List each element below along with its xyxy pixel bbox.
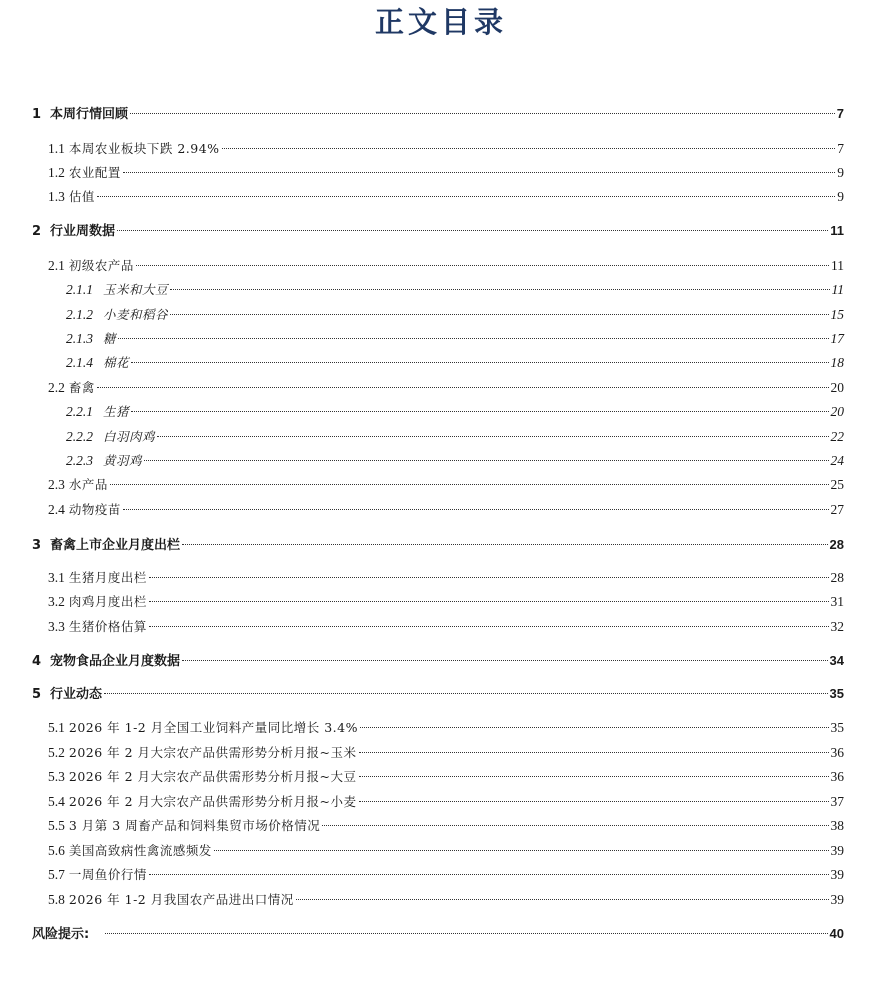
toc-entry-5-1[interactable]	[48, 718, 844, 738]
toc-entry-number: 2.1.1	[66, 282, 93, 297]
toc-entry-page: 36	[830, 769, 844, 784]
dot-leader	[182, 660, 827, 661]
toc-entry-page: 11	[831, 258, 844, 273]
toc-entry-number: 2.1.4	[66, 355, 93, 370]
toc-entry-2-2-2[interactable]	[66, 427, 844, 447]
toc-entry-label: 3 月第 3 周畜产品和饲料集贸市场价格情况	[68, 818, 321, 833]
toc-entry-label: 2026 年 2 月大宗农产品供需形势分析月报~小麦	[68, 794, 357, 809]
dot-leader	[118, 338, 828, 339]
dot-leader	[131, 362, 828, 363]
toc-entry-page: 32	[830, 619, 844, 634]
toc-entry-5-7[interactable]	[48, 865, 844, 885]
toc-entry-2-1[interactable]	[48, 256, 844, 276]
toc-entry-2-1-2[interactable]	[66, 305, 844, 325]
toc-entry-label: 糖	[103, 331, 117, 346]
dot-leader	[130, 113, 835, 114]
dot-leader	[360, 727, 829, 728]
toc-entry-label: 黄羽鸡	[103, 453, 143, 468]
toc-entry-page: 38	[830, 818, 844, 833]
toc-entry-2[interactable]	[32, 221, 844, 241]
toc-entry-page: 17	[830, 331, 844, 346]
toc-entry-number: 2.4	[48, 502, 65, 517]
dot-leader	[170, 314, 828, 315]
toc-entry-number: 2.2	[48, 380, 65, 395]
toc-entry-number: 3.1	[48, 570, 65, 585]
toc-entry-number: 5	[32, 687, 42, 702]
toc-entry-label: 2026 年 1-2 月我国农产品进出口情况	[68, 892, 294, 907]
toc-entry-number: 2.1.3	[66, 331, 93, 346]
toc-entry-label: 宠物食品企业月度数据	[50, 654, 181, 669]
toc-entry-label: 畜禽	[68, 380, 95, 395]
toc-entry-page: 22	[830, 429, 844, 444]
toc-entry-page: 27	[830, 502, 844, 517]
toc-entry-number: 3.2	[48, 594, 65, 609]
dot-leader	[222, 148, 836, 149]
dot-leader	[214, 850, 829, 851]
toc-entry-number: 4	[32, 654, 42, 669]
toc-entry-3[interactable]	[32, 535, 844, 555]
toc-entry-page: 37	[830, 794, 844, 809]
toc-entry-2-1-3[interactable]	[66, 329, 844, 349]
dot-leader	[144, 460, 828, 461]
toc-entry-number: 5.5	[48, 818, 65, 833]
toc-entry-label: 2026 年 2 月大宗农产品供需形势分析月报~大豆	[68, 769, 357, 784]
toc-entry-number: 3	[32, 538, 42, 553]
toc-entry-number: 2.1	[48, 258, 65, 273]
toc-entry-3-3[interactable]	[48, 617, 844, 637]
toc-entry-page: 7	[836, 106, 844, 121]
toc-entry-label: 美国高致病性禽流感频发	[68, 843, 212, 858]
toc-entry-number: 2.2.3	[66, 453, 93, 468]
toc-entry-label: 本周农业板块下跌 2.94%	[68, 141, 220, 156]
toc-entry-label: 本周行情回顾	[50, 107, 129, 122]
toc-entry-2-2[interactable]	[48, 378, 844, 398]
toc-entry-label: 生猪月度出栏	[68, 570, 147, 585]
toc-entry-label: 白羽肉鸡	[103, 429, 156, 444]
toc-entry-5-4[interactable]	[48, 792, 844, 812]
toc-entry-2-2-1[interactable]	[66, 402, 844, 422]
toc-entry-number: 3.3	[48, 619, 65, 634]
toc-entry-2-1-4[interactable]	[66, 353, 844, 373]
dot-leader	[97, 196, 835, 197]
toc-entry-1-3[interactable]	[48, 187, 844, 207]
toc-entry-number: 1	[32, 107, 42, 122]
toc-entry-1-2[interactable]	[48, 163, 844, 183]
toc-entry-5-3[interactable]	[48, 767, 844, 787]
toc-entry-number: 1.2	[48, 165, 65, 180]
dot-leader	[104, 693, 827, 694]
toc-entry-number: 5.4	[48, 794, 65, 809]
dot-leader	[149, 626, 829, 627]
toc-entry-label: 行业周数据	[50, 224, 116, 239]
toc-entry-page: 28	[830, 570, 844, 585]
toc-entry-risk[interactable]	[32, 924, 844, 944]
toc-entry-2-3[interactable]	[48, 475, 844, 495]
toc-entry-label: 畜禽上市企业月度出栏	[50, 538, 181, 553]
dot-leader	[149, 601, 829, 602]
toc-entry-number: 2	[32, 224, 42, 239]
toc-entry-page: 39	[830, 892, 844, 907]
dot-leader	[182, 544, 827, 545]
toc-entry-page: 9	[837, 165, 844, 180]
toc-entry-label: 生猪	[103, 404, 130, 419]
dot-leader	[123, 172, 835, 173]
toc-entry-number: 2.2.2	[66, 429, 93, 444]
toc-entry-page: 39	[830, 867, 844, 882]
toc-entry-2-2-3[interactable]	[66, 451, 844, 471]
toc-entry-number: 5.6	[48, 843, 65, 858]
toc-entry-page: 31	[830, 594, 844, 609]
toc-entry-5-2[interactable]	[48, 743, 844, 763]
toc-entry-label: 小麦和稻谷	[103, 307, 169, 322]
toc-entry-label: 风险提示:	[32, 927, 90, 942]
toc-entry-number: 5.8	[48, 892, 65, 907]
toc-entry-label: 初级农产品	[68, 258, 134, 273]
toc-entry-number: 2.3	[48, 477, 65, 492]
toc-entry-label: 肉鸡月度出栏	[68, 594, 147, 609]
dot-leader	[149, 577, 829, 578]
page-title: 正文目录	[374, 5, 507, 39]
toc-entry-3-1[interactable]	[48, 568, 844, 588]
toc-entry-page: 24	[830, 453, 844, 468]
toc-entry-label: 棉花	[103, 355, 130, 370]
dot-leader	[117, 230, 828, 231]
toc-entry-5-6[interactable]	[48, 841, 844, 861]
toc-entry-label: 2026 年 1-2 月全国工业饲料产量同比增长 3.4%	[68, 720, 358, 735]
dot-leader	[149, 874, 829, 875]
dot-leader	[97, 387, 829, 388]
toc-entry-number: 5.2	[48, 745, 65, 760]
toc-entry-1-1[interactable]	[48, 139, 844, 159]
dot-leader	[296, 899, 829, 900]
toc-entry-page: 34	[829, 653, 844, 668]
dot-leader	[123, 509, 829, 510]
toc-entry-label: 2026 年 2 月大宗农产品供需形势分析月报~玉米	[68, 745, 357, 760]
dot-leader	[131, 411, 828, 412]
toc-entry-label: 一周鱼价行情	[68, 867, 147, 882]
toc-entry-2-1-1[interactable]	[66, 280, 844, 300]
toc-entry-page: 20	[830, 380, 844, 395]
toc-entry-number: 2.1.2	[66, 307, 93, 322]
toc-entry-4[interactable]	[32, 651, 844, 671]
toc-entry-5-5[interactable]	[48, 816, 844, 836]
toc-entry-page: 11	[830, 223, 844, 238]
toc-entry-label: 估值	[68, 189, 95, 204]
toc-entry-label: 动物疫苗	[68, 502, 121, 517]
toc-entry-label: 农业配置	[68, 165, 121, 180]
toc-entry-page: 39	[830, 843, 844, 858]
toc-entry-page: 40	[829, 926, 844, 941]
toc-entry-label: 行业动态	[50, 687, 103, 702]
toc-entry-page: 25	[830, 477, 844, 492]
toc-entry-number: 5.7	[48, 867, 65, 882]
dot-leader	[359, 776, 829, 777]
toc-entry-1[interactable]	[32, 104, 844, 124]
toc-entry-number: 5.1	[48, 720, 65, 735]
toc-entry-page: 35	[829, 686, 844, 701]
toc-entry-page: 18	[830, 355, 844, 370]
toc-entry-page: 11	[831, 282, 844, 297]
toc-entry-label: 玉米和大豆	[103, 282, 169, 297]
toc-entry-label: 生猪价格估算	[68, 619, 147, 634]
toc-entry-page: 20	[830, 404, 844, 419]
toc-entry-number: 5.3	[48, 769, 65, 784]
toc-entry-5[interactable]	[32, 684, 844, 704]
toc-entry-page: 36	[830, 745, 844, 760]
toc-entry-5-8[interactable]	[48, 890, 844, 910]
dot-leader	[322, 825, 828, 826]
toc-entry-number: 1.1	[48, 141, 65, 156]
toc-entry-page: 15	[830, 307, 844, 322]
toc-entry-3-2[interactable]	[48, 592, 844, 612]
toc-entry-page: 7	[837, 141, 844, 156]
dot-leader	[110, 484, 829, 485]
dot-leader	[136, 265, 829, 266]
dot-leader	[157, 436, 828, 437]
dot-leader	[105, 933, 827, 934]
toc-entry-2-4[interactable]	[48, 500, 844, 520]
dot-leader	[170, 289, 829, 290]
toc-entry-number: 1.3	[48, 189, 65, 204]
dot-leader	[359, 752, 829, 753]
toc-entry-label: 水产品	[68, 477, 108, 492]
toc-entry-number: 2.2.1	[66, 404, 93, 419]
toc-entry-page: 35	[830, 720, 844, 735]
toc-entry-page: 28	[829, 537, 844, 552]
dot-leader	[359, 801, 829, 802]
toc-entry-page: 9	[837, 189, 844, 204]
